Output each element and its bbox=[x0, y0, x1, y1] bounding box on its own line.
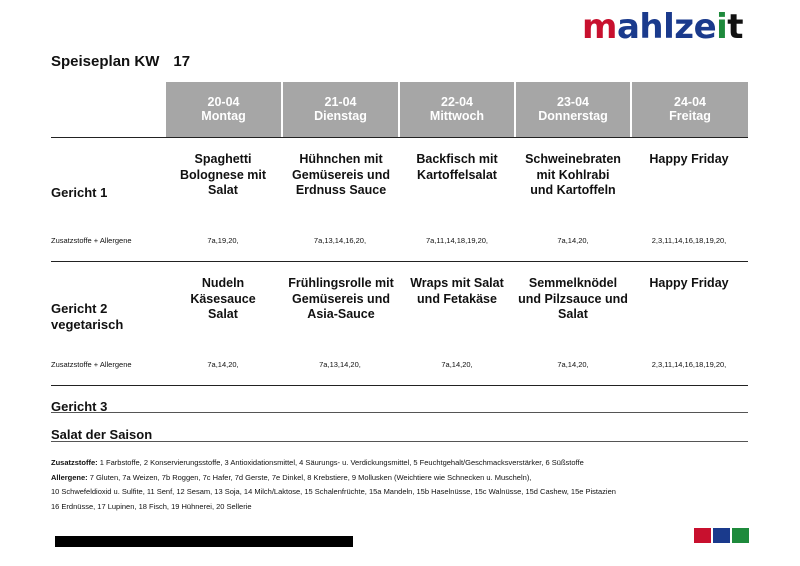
day-name: Freitag bbox=[669, 109, 711, 123]
logo-letter: l bbox=[663, 7, 675, 47]
meal-cell: Hühnchen mit Gemüsereis und Erdnuss Sauce bbox=[292, 152, 390, 197]
allergen-codes: 7a,19,20, bbox=[207, 236, 239, 245]
day-name: Donnerstag bbox=[538, 109, 608, 123]
row-divider bbox=[51, 385, 748, 386]
day-name: Mittwoch bbox=[429, 109, 485, 123]
day-header-monday bbox=[166, 82, 281, 137]
mahlzeit-logo bbox=[582, 7, 744, 47]
legend-line: 16 Erdnüsse, 17 Lupinen, 18 Fisch, 19 Hühnerei, 20 Sellerie bbox=[51, 501, 252, 511]
logo-letter: t bbox=[727, 7, 744, 47]
page-title bbox=[51, 53, 190, 70]
legend-zusatz-text: 1 Farbstoffe, 2 Konservierungsstoffe, 3 Antioxidationsmittel, 4 Säurungs- u. Verdickungsmittel, 5 Feuchtgehalt/Geschmacksverstärker, 6 Süßstoffe bbox=[99, 458, 584, 467]
day-date: 21-04 bbox=[324, 95, 357, 109]
day-header-wednesday bbox=[400, 82, 514, 137]
meal-cell: Spaghetti Bolognese mit Salat bbox=[179, 152, 267, 197]
footer-square-blue bbox=[713, 528, 730, 543]
allergen-codes: 2,3,11,14,16,18,19,20, bbox=[651, 236, 727, 245]
legend-line bbox=[51, 471, 691, 486]
week-number: 17 bbox=[173, 53, 191, 70]
logo-letter: z bbox=[674, 7, 694, 47]
day-header-friday bbox=[632, 82, 748, 137]
day-date: 22-04 bbox=[441, 95, 473, 109]
logo-letter: a bbox=[616, 7, 640, 47]
meal-cell: Schweinebraten mit Kohlrabi und Kartoffeln bbox=[525, 152, 621, 197]
day-name: Montag bbox=[201, 109, 246, 123]
row-divider bbox=[51, 412, 748, 413]
meal-cell: Wraps mit Salat und Fetakäse bbox=[410, 276, 504, 306]
allergen-codes: 7a,14,20, bbox=[207, 360, 239, 369]
allergen-codes: 7a,14,20, bbox=[557, 236, 589, 245]
day-header-tuesday bbox=[283, 82, 398, 137]
footer-square-green bbox=[732, 528, 749, 543]
day-name: Dienstag bbox=[314, 109, 367, 123]
allergen-codes: 7a,13,14,20, bbox=[319, 360, 361, 369]
legend-allergene-label: Allergene: bbox=[51, 472, 88, 482]
day-header-thursday bbox=[516, 82, 630, 137]
row-divider bbox=[51, 137, 748, 138]
allergen-codes: 7a,11,14,18,19,20, bbox=[426, 236, 488, 245]
legend-line: 10 Schwefeldioxid u. Sulfite, 11 Senf, 12 Sesam, 13 Soja, 14 Milch/Laktose, 15 Schalenfrüchte, 15a Mandeln, 15b Haselnüsse, 15c Walnüsse, 15d Cashew, 15e Pistazien bbox=[51, 487, 616, 496]
row-divider bbox=[51, 261, 748, 262]
gericht-2-label: Gericht 2 vegetarisch bbox=[51, 301, 124, 332]
meal-cell: Frühlingsrolle mit Gemüsereis und Asia-Sauce bbox=[288, 276, 394, 321]
allergen-codes: 7a,14,20, bbox=[557, 360, 589, 369]
day-date: 23-04 bbox=[557, 95, 589, 109]
redacted-bar bbox=[55, 536, 353, 547]
logo-letter: e bbox=[693, 7, 717, 47]
additives-label: Zusatzstoffe + Allergene bbox=[51, 236, 132, 245]
logo-letter: i bbox=[716, 7, 728, 47]
row-divider bbox=[51, 441, 748, 442]
allergen-codes: 7a,14,20, bbox=[441, 360, 473, 369]
meal-cell: Semmelknödel und Pilzsauce und Salat bbox=[518, 276, 628, 321]
day-date: 20-04 bbox=[207, 95, 240, 109]
meal-cell: Happy Friday bbox=[649, 152, 729, 166]
legend-allergene-text: 7 Gluten, 7a Weizen, 7b Roggen, 7c Hafer, 7d Gerste, 7e Dinkel, 8 Krebstiere, 9 Mollusken (Weichtiere wie Schnecken u. Muscheln), bbox=[89, 472, 532, 482]
logo-letter: h bbox=[639, 7, 664, 47]
meal-cell: Nudeln Käsesauce Salat bbox=[190, 276, 256, 321]
title-label: Speiseplan KW bbox=[51, 53, 160, 70]
salat-label: Salat der Saison bbox=[51, 427, 153, 442]
legend-zusatz-label: Zusatzstoffe: bbox=[51, 458, 98, 467]
footer-square-red bbox=[694, 528, 711, 543]
allergen-legend bbox=[51, 456, 691, 514]
allergen-codes: 2,3,11,14,16,18,19,20, bbox=[651, 360, 727, 369]
legend-line bbox=[51, 456, 691, 471]
allergen-codes: 7a,13,14,16,20, bbox=[313, 236, 367, 245]
additives-label: Zusatzstoffe + Allergene bbox=[51, 360, 132, 369]
meal-cell: Happy Friday bbox=[649, 276, 729, 290]
gericht-3-label: Gericht 3 bbox=[51, 399, 108, 414]
day-date: 24-04 bbox=[674, 95, 706, 109]
meal-cell: Backfisch mit Kartoffelsalat bbox=[416, 152, 498, 182]
gericht-1-label: Gericht 1 bbox=[51, 185, 108, 200]
logo-letter: m bbox=[582, 7, 617, 47]
